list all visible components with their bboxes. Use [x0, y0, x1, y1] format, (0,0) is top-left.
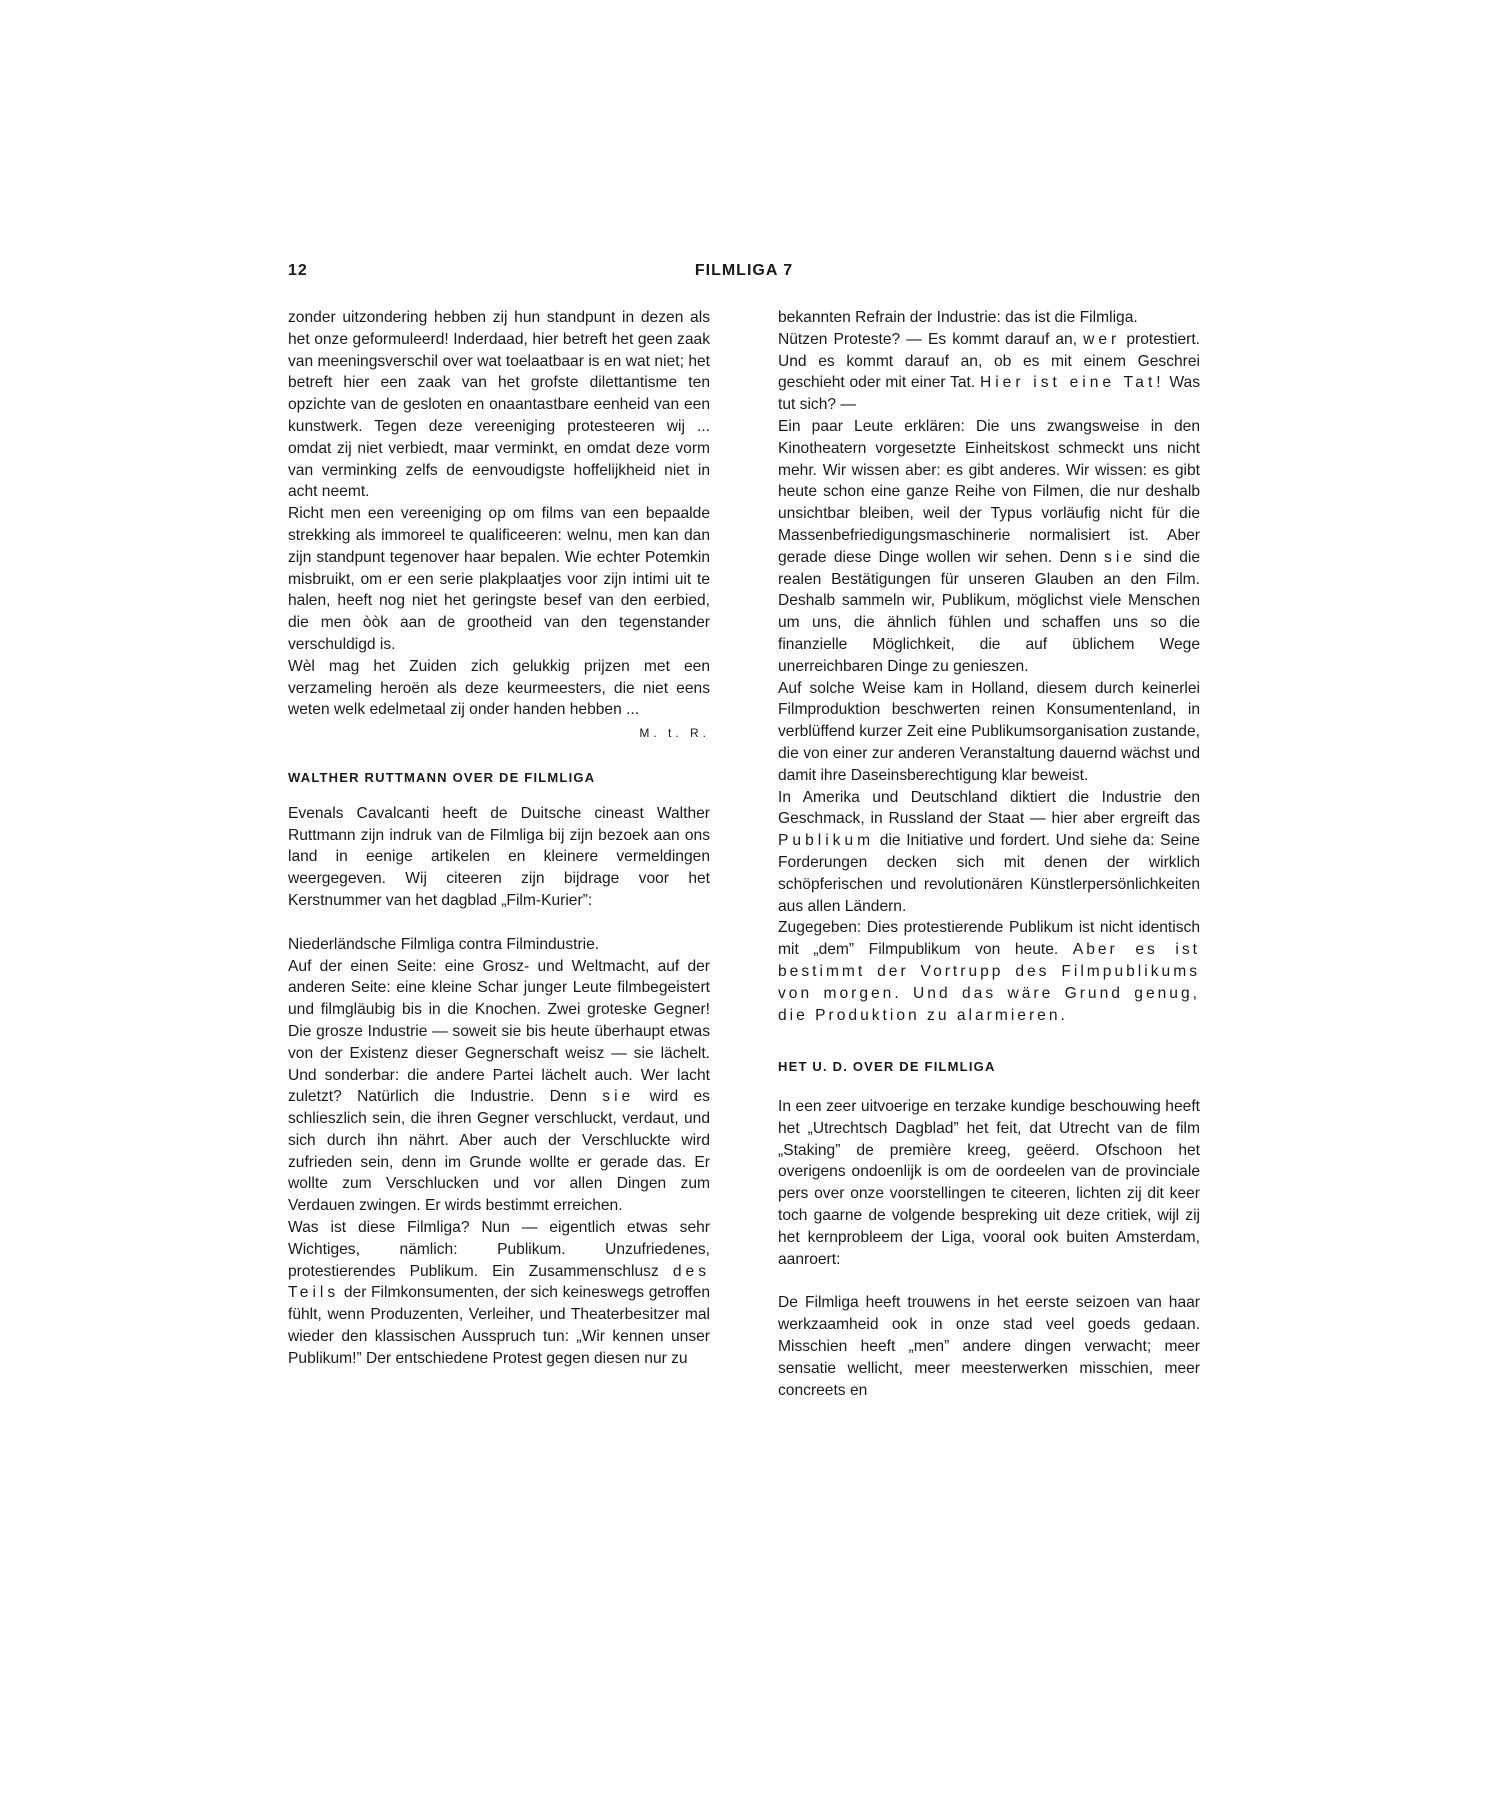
left-column [288, 307, 710, 1370]
paragraph: Auf solche Weise kam in Holland, diesem durch keinerlei Filmproduktion beschwerten reinen Konsumentenland, in verblüffend kurzer Zeit eine Publikumsorganisation zustande, die von einer zur anderen Veranstaltung dauernd wächst und damit ihre Daseinsberechtigung klar beweist. [778, 679, 1200, 784]
spaced-text: sie [602, 1088, 635, 1106]
paragraph-text: Was ist diese Filmliga? Nun — eigentlich etwas sehr Wichtiges, nämlich: Publikum. Unzufriedenes, protestierendes Publikum. Ein Zusammenschlusz [288, 1219, 710, 1280]
right-column [778, 307, 1200, 1401]
paragraph: bekannten Refrain der Industrie: das ist die Filmliga. [778, 309, 1138, 326]
paragraph-text: die Initiative und fordert. Und siehe da: Seine Forderungen decken sich mit denen der wirklich schöpferischen und revolutionären Künstlerpersönlichkeiten aus allen Ländern. [778, 832, 1200, 915]
paragraph-text: Nützen Proteste? — Es kommt darauf an, [778, 330, 1078, 348]
spaced-text: des Teils [288, 1262, 710, 1302]
paragraph-text: In Amerika und Deutschland diktiert die Industrie den Geschmack, in Russland der Staat — hier aber ergreift das [778, 788, 1200, 828]
spaced-text: sie [1104, 548, 1136, 566]
running-title: FILMLIGA 7 [694, 262, 794, 279]
paragraph [288, 1217, 710, 1370]
paragraph: In een zeer uitvoerige en terzake kundige beschouwing heeft het „Utrechtsch Dagblad” het feit, dat Utrecht van de film „Staking” de première kreeg, geëerd. Ofschoon het overigens ondoenlijk is om de oordeelen van de provinciale pers over onze voorstellingen te citeeren, lichten zij dit keer toch gaarne de volgende bespreking uit deze critiek, wijl zij het kernprobleem der Liga, vooral ook buiten Amsterdam, aanroert: [778, 1098, 1200, 1268]
spaced-text: wer [1083, 330, 1121, 348]
paragraph [288, 956, 710, 1218]
section-heading: HET U. D. OVER DE FILMLIGA [778, 1059, 996, 1075]
page-header [288, 262, 1200, 288]
paragraph: zonder uitzondering hebben zij hun standpunt in dezen als het onze geformuleerd! Inderdaad, hier betreft het geen zaak van meeningsverschil over wat toelaatbaar is en wat niet; het betreft hier een zaak van het grofste dilettantisme ten opzichte van de gesloten en onaantastbare eenheid van een kunstwerk. Tegen deze vereeniging protesteeren wij ... omdat zij niet verbiedt, maar verminkt, en omdat deze vorm van verminking zelfs de eenvoudigste hoffelijkheid niet in acht neemt. [288, 309, 710, 501]
paragraph-text: sind die realen Bestätigungen für unseren Glauben an den Film. Deshalb sammeln wir, Publikum, möglichst viele Menschen um uns, die ähnlich fühlen und schaffen uns so die finanzielle Möglichkeit, die auf üblichem Wege unerreichbaren Dinge zu genieszen. [778, 548, 1201, 675]
author-signature: M. t. R. [639, 726, 710, 741]
paragraph [778, 917, 1200, 1026]
spaced-text: Publikum [778, 832, 875, 850]
paragraph: Wèl mag het Zuiden zich gelukkig prijzen met een verzameling heroën als deze keurmeesters, die niet eens weten welk edelmetaal zij onder handen hebben ... [288, 657, 710, 719]
paragraph: De Filmliga heeft trouwens in het eerste seizoen van haar werkzaamheid ook in onze stad veel goeds gedaan. Misschien heeft „men” andere dingen verwacht; meer sensatie wellicht, meer meesterwerken misschien, meer concreets en [778, 1294, 1200, 1399]
paragraph-title: Niederländsche Filmliga contra Filmindustrie. [288, 935, 600, 953]
paragraph [778, 787, 1200, 918]
paragraph-text: Auf der einen Seite: eine Grosz- und Weltmacht, auf der anderen Seite: eine kleine Schar junger Leute filmbegeistert und filmgläubig bis in die Knochen. Zwei groteske Gegner! Die grosze Industrie — soweit sie bis heute überhaupt etwas von der Existenz dieser Gegnerschaft weisz — sie lächelt. Und sonderbar: die andere Partei lächelt auch. Wer lacht zuletzt? Natürlich die Industrie. Denn [288, 957, 710, 1106]
paragraph-text: protestiert. Und es kommt darauf an, ob es mit einem Geschrei geschieht oder mit einer Tat. [778, 330, 1200, 392]
paragraph [778, 416, 1200, 678]
paragraph-text: Was tut sich? — [778, 374, 1200, 414]
paragraph: Evenals Cavalcanti heeft de Duitsche cineast Walther Ruttmann zijn indruk van de Filmliga bij zijn bezoek aan ons land in eenige artikelen en kleinere vermeldingen weergegeven. Wij citeeren zijn bijdrage voor het Kerstnummer van het dagblad „Film-Kurier”: [288, 804, 710, 909]
paragraph: Richt men een vereeniging op om films van een bepaalde strekking als immoreel te qualificeeren: welnu, men kan dan zijn standpunt tegenover haar bepalen. Wie echter Potemkin misbruikt, om er een serie plakplaatjes voor zijn intimi uit te halen, heeft nog niet het geringste besef van den eerbied, die men òòk aan de grootheid van den tegenstander verschuldigd is. [288, 505, 710, 653]
page-number: 12 [288, 262, 308, 279]
section-heading: WALTHER RUTTMANN OVER DE FILMLIGA [288, 769, 596, 785]
paragraph-text: Ein paar Leute erklären: Die uns zwangsweise in den Kinotheatern vorgesetzte Einheitskost schmeckt uns nicht mehr. Wir wissen aber: es gibt anderes. Wir wissen: es gibt heute schon eine ganze Reihe von Filmen, die nur deshalb unsichtbar bleiben, weil der Typus vorläufig nicht für die Massenbefriedigungsmaschinerie normalisiert ist. Aber gerade diese Dinge wollen wir sehen. Denn [778, 417, 1200, 566]
spaced-text: Hier ist eine Tat! [979, 374, 1165, 392]
paragraph-text: Zugegeben: Dies protestierende Publikum ist nicht identisch mit „dem” Filmpublikum von heute. [778, 919, 1200, 959]
spaced-text: Aber es ist bestimmt der Vortrupp des Filmpublikums von morgen. Und das wäre Grund genug, die Produktion zu alarmieren. [778, 941, 1200, 1024]
paragraph [778, 329, 1200, 416]
paragraph-text: wird es schlieszlich sein, die ihren Gegner verschluckt, verdaut, und sich durch ihn nährt. Aber auch der Verschluckte wird zufrieden sein, denn im Grunde wollte er gerade das. Er wollte zum Verschlucken und vor allen Dingen zum Verdauen zwingen. Er wirds bestimmt erreichen. [288, 1088, 710, 1215]
paragraph-text: der Filmkonsumenten, der sich keineswegs getroffen fühlt, wenn Produzenten, Verleiher, und Theaterbesitzer mal wieder den klassischen Ausspruch tun: „Wir kennen unser Publikum!” Der entschiedene Protest gegen diesen nur zu [288, 1284, 710, 1367]
